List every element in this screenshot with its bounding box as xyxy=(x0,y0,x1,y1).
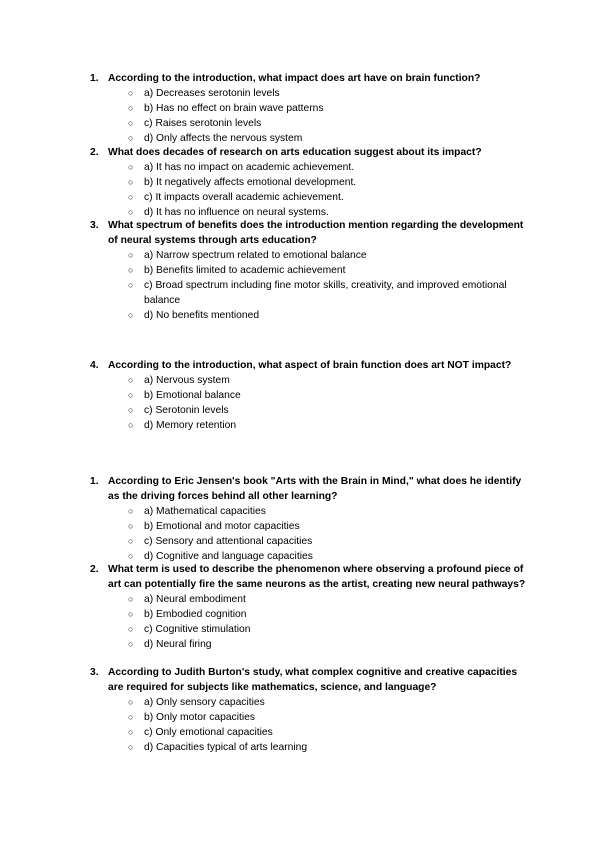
hollow-circle-bullet-icon: ○ xyxy=(128,639,134,649)
option-item: ○ d) Cognitive and language capacities xyxy=(128,551,313,562)
question-text: What term is used to describe the phenomenon where observing a profound piece of art can potentially fire the same neurons as the artist, creating new neural pathways? xyxy=(108,564,526,590)
hollow-circle-bullet-icon: ○ xyxy=(128,177,134,187)
option-item: ○ d) Neural firing xyxy=(128,639,212,650)
hollow-circle-bullet-icon: ○ xyxy=(128,103,134,113)
question-3 xyxy=(90,218,530,323)
hollow-circle-bullet-icon: ○ xyxy=(128,521,134,531)
option-item: ○ a) Only sensory capacities xyxy=(128,697,265,708)
option-item: ○ b) Only motor capacities xyxy=(128,712,256,723)
option-item: ○ c) Sensory and attentional capacities xyxy=(128,536,313,547)
question-number: 3. xyxy=(90,220,99,231)
question-number: 1. xyxy=(90,476,99,487)
hollow-circle-bullet-icon: ○ xyxy=(128,594,134,604)
option-list xyxy=(128,695,530,755)
hollow-circle-bullet-icon: ○ xyxy=(128,250,134,260)
option-list xyxy=(128,592,530,652)
question-number: 2. xyxy=(90,147,99,158)
option-item: ○ c) Only emotional capacities xyxy=(128,727,273,738)
hollow-circle-bullet-icon: ○ xyxy=(128,506,134,516)
question-number: 2. xyxy=(90,564,99,575)
question-5 xyxy=(90,474,530,564)
hollow-circle-bullet-icon: ○ xyxy=(128,420,134,430)
option-item: ○ d) It has no influence on neural systems. xyxy=(128,207,329,218)
question-text: According to the introduction, what impact does art have on brain function? xyxy=(108,73,481,84)
option-item: ○ a) Decreases serotonin levels xyxy=(128,88,280,99)
option-item: ○ a) Narrow spectrum related to emotional balance xyxy=(128,250,367,261)
hollow-circle-bullet-icon: ○ xyxy=(128,192,134,202)
option-list xyxy=(128,248,530,323)
hollow-circle-bullet-icon: ○ xyxy=(128,536,134,546)
option-list xyxy=(128,86,530,146)
option-item: ○ b) It negatively affects emotional development. xyxy=(128,177,357,188)
hollow-circle-bullet-icon: ○ xyxy=(128,265,134,275)
option-item: ○ b) Emotional balance xyxy=(128,390,241,401)
option-item: ○ d) No benefits mentioned xyxy=(128,310,260,321)
hollow-circle-bullet-icon: ○ xyxy=(128,697,134,707)
option-list xyxy=(128,373,530,433)
question-text: What does decades of research on arts education suggest about its impact? xyxy=(108,147,482,158)
hollow-circle-bullet-icon: ○ xyxy=(128,727,134,737)
question-7 xyxy=(90,665,530,755)
hollow-circle-bullet-icon: ○ xyxy=(128,551,134,561)
hollow-circle-bullet-icon: ○ xyxy=(128,207,134,217)
hollow-circle-bullet-icon: ○ xyxy=(128,624,134,634)
option-item: ○ b) Benefits limited to academic achievement xyxy=(128,265,346,276)
hollow-circle-bullet-icon: ○ xyxy=(128,280,134,290)
question-1 xyxy=(90,71,530,146)
hollow-circle-bullet-icon: ○ xyxy=(128,609,134,619)
option-item: ○ b) Emotional and motor capacities xyxy=(128,521,300,532)
option-item: ○ a) It has no impact on academic achievement. xyxy=(128,162,355,173)
option-item: ○ c) Serotonin levels xyxy=(128,405,229,416)
question-text: According to the introduction, what aspect of brain function does art NOT impact? xyxy=(108,360,512,371)
question-text: According to Eric Jensen's book "Arts with the Brain in Mind," what does he identify as the driving forces behind all other learning? xyxy=(108,476,522,502)
hollow-circle-bullet-icon: ○ xyxy=(128,390,134,400)
option-item: ○ a) Nervous system xyxy=(128,375,230,386)
question-4 xyxy=(90,358,530,433)
option-item: ○ c) Cognitive stimulation xyxy=(128,624,251,635)
hollow-circle-bullet-icon: ○ xyxy=(128,133,134,143)
question-text: According to Judith Burton's study, what complex cognitive and creative capacities are required for subjects like mathematics, science, and language? xyxy=(108,667,518,693)
option-item: ○ a) Neural embodiment xyxy=(128,594,246,605)
hollow-circle-bullet-icon: ○ xyxy=(128,310,134,320)
hollow-circle-bullet-icon: ○ xyxy=(128,118,134,128)
question-2 xyxy=(90,145,530,220)
option-item: ○ d) Capacities typical of arts learning xyxy=(128,742,308,753)
option-list xyxy=(128,160,530,220)
hollow-circle-bullet-icon: ○ xyxy=(128,88,134,98)
question-number: 4. xyxy=(90,360,99,371)
option-item: ○ b) Has no effect on brain wave patterns xyxy=(128,103,324,114)
question-number: 1. xyxy=(90,73,99,84)
hollow-circle-bullet-icon: ○ xyxy=(128,375,134,385)
question-text: What spectrum of benefits does the introduction mention regarding the development of neural systems through arts education? xyxy=(108,220,524,246)
option-item: ○ d) Memory retention xyxy=(128,420,237,431)
hollow-circle-bullet-icon: ○ xyxy=(128,742,134,752)
question-6 xyxy=(90,562,530,652)
option-item: ○ c) Broad spectrum including fine motor skills, creativity, and improved emotional balance xyxy=(128,280,507,306)
option-item: ○ b) Embodied cognition xyxy=(128,609,247,620)
question-number: 3. xyxy=(90,667,99,678)
option-item: ○ c) It impacts overall academic achievement. xyxy=(128,192,344,203)
option-item: ○ d) Only affects the nervous system xyxy=(128,133,303,144)
hollow-circle-bullet-icon: ○ xyxy=(128,162,134,172)
hollow-circle-bullet-icon: ○ xyxy=(128,712,134,722)
option-list xyxy=(128,504,530,564)
option-item: ○ c) Raises serotonin levels xyxy=(128,118,262,129)
option-item: ○ a) Mathematical capacities xyxy=(128,506,266,517)
hollow-circle-bullet-icon: ○ xyxy=(128,405,134,415)
